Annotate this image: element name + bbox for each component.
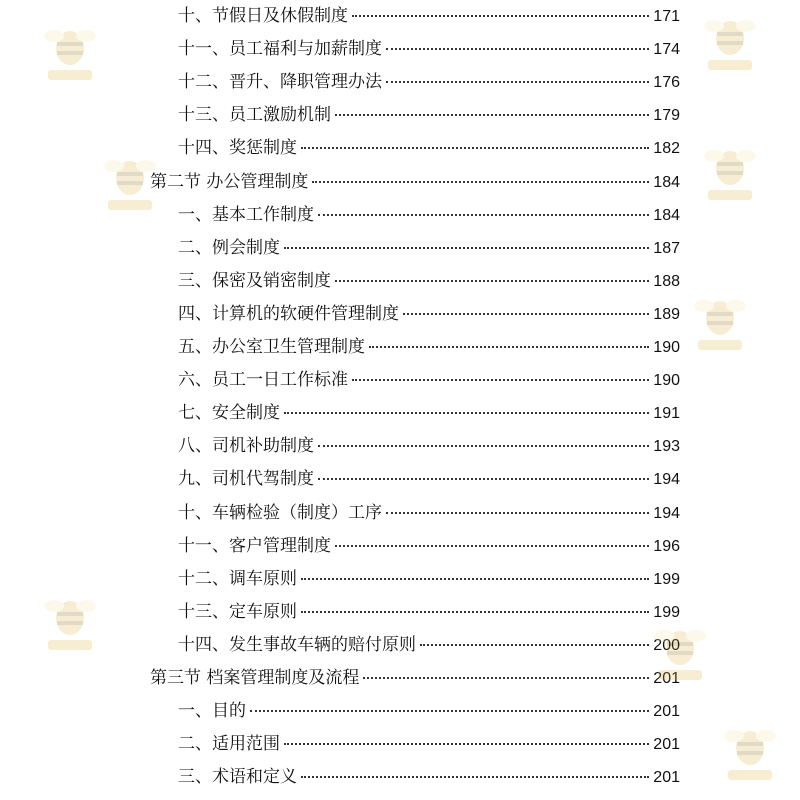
dot-leader — [420, 644, 649, 646]
toc-entry-title: 十、车辆检验（制度）工序 — [178, 502, 382, 523]
dot-leader — [318, 214, 649, 216]
dot-leader — [386, 48, 649, 50]
dot-leader — [403, 313, 649, 315]
toc-entry — [178, 136, 680, 160]
dot-leader — [318, 445, 649, 447]
dot-leader — [284, 412, 649, 414]
toc-entry-title: 十二、调车原则 — [178, 568, 297, 589]
dot-leader — [363, 677, 649, 679]
dot-leader — [386, 81, 649, 83]
toc-page-number: 201 — [653, 703, 680, 721]
toc-entry — [178, 434, 680, 458]
toc-entry — [178, 699, 680, 723]
toc-page-number: 193 — [653, 438, 680, 456]
toc-entry-title: 十三、员工激励机制 — [178, 105, 331, 126]
dot-leader — [335, 114, 649, 116]
toc-section-entry — [150, 666, 680, 690]
toc-entry-title: 第三节 档案管理制度及流程 — [150, 668, 360, 688]
toc-entry — [178, 368, 680, 392]
toc-entry — [178, 4, 680, 28]
dot-leader — [335, 545, 649, 547]
toc-entry-title: 八、司机补助制度 — [178, 436, 314, 457]
dot-leader — [352, 15, 649, 17]
toc-entry-title: 十一、客户管理制度 — [178, 535, 331, 556]
toc-entry-title: 十一、员工福利与加薪制度 — [178, 39, 382, 60]
toc-page-number: 190 — [653, 372, 680, 390]
toc-entry — [178, 534, 680, 558]
toc-entry-title: 二、例会制度 — [178, 237, 280, 258]
dot-leader — [312, 181, 649, 183]
dot-leader — [284, 743, 649, 745]
toc-entry-title: 十三、定车原则 — [178, 601, 297, 622]
dot-leader — [301, 147, 649, 149]
toc-entry — [178, 600, 680, 624]
toc-entry-title: 二、适用范围 — [178, 734, 280, 755]
toc-entry — [178, 401, 680, 425]
dot-leader — [318, 478, 649, 480]
toc-page-number: 201 — [653, 670, 680, 687]
toc-entry-title: 七、安全制度 — [178, 403, 280, 424]
toc-entry-title: 第二节 办公管理制度 — [150, 171, 309, 192]
toc-entry-title: 一、目的 — [178, 701, 246, 722]
toc-entry-title: 十、节假日及休假制度 — [178, 6, 348, 26]
toc-entry — [178, 732, 680, 756]
toc-page-number: 182 — [653, 140, 680, 158]
toc-page-number: 176 — [653, 74, 680, 92]
dot-leader — [301, 611, 649, 613]
toc-page-number: 194 — [653, 471, 680, 489]
toc-entry — [178, 70, 680, 94]
toc-page-number: 191 — [653, 405, 680, 423]
toc-entry — [178, 269, 680, 293]
toc-entry-title: 九、司机代驾制度 — [178, 469, 314, 490]
toc-page-number: 188 — [653, 272, 680, 290]
toc-page-number: 194 — [653, 504, 680, 522]
toc-page-number: 199 — [653, 603, 680, 621]
toc-entry — [178, 633, 680, 657]
toc-entry — [178, 335, 680, 359]
toc-page-number: 189 — [653, 305, 680, 323]
dot-leader — [386, 512, 649, 514]
toc-page-number: 196 — [653, 537, 680, 555]
dot-leader — [352, 379, 649, 381]
dot-leader — [369, 346, 649, 348]
toc-section-entry — [150, 170, 680, 194]
toc-entry-title: 一、基本工作制度 — [178, 204, 314, 225]
toc-entry — [178, 103, 680, 127]
toc-entry — [178, 765, 680, 789]
toc-page-number: 187 — [653, 239, 680, 257]
toc-page-number: 201 — [653, 769, 680, 787]
toc-entry-title: 五、办公室卫生管理制度 — [178, 337, 365, 357]
toc-entry — [178, 203, 680, 227]
toc-entry-title: 四、计算机的软硬件管理制度 — [178, 303, 399, 324]
toc-page-number: 199 — [653, 570, 680, 588]
toc-page-number: 184 — [653, 206, 680, 224]
dot-leader — [301, 776, 649, 778]
toc-entry-title: 十四、发生事故车辆的赔付原则 — [178, 634, 416, 655]
toc-entry — [178, 567, 680, 591]
toc-page-number: 184 — [653, 173, 680, 191]
toc-entry-title: 三、保密及销密制度 — [178, 270, 331, 291]
toc-entry-title: 十四、奖惩制度 — [178, 138, 297, 159]
dot-leader — [301, 578, 649, 580]
toc-entry-title: 六、员工一日工作标准 — [178, 370, 348, 391]
dot-leader — [284, 247, 649, 249]
toc-entry-title: 三、术语和定义 — [178, 767, 297, 788]
toc-page-number: 200 — [653, 636, 680, 654]
toc-page-number: 174 — [653, 41, 680, 59]
toc-entry — [178, 302, 680, 326]
toc-page-number: 201 — [653, 736, 680, 754]
toc-entry-title: 十二、晋升、降职管理办法 — [178, 72, 382, 93]
toc-page-number: 190 — [653, 339, 680, 356]
toc-page-number: 171 — [653, 8, 680, 25]
toc-entry — [178, 37, 680, 61]
dot-leader — [250, 710, 649, 712]
toc-entry — [178, 501, 680, 525]
toc-entry — [178, 236, 680, 260]
toc-page-number: 179 — [653, 107, 680, 125]
dot-leader — [335, 280, 649, 282]
toc-entry — [178, 467, 680, 491]
